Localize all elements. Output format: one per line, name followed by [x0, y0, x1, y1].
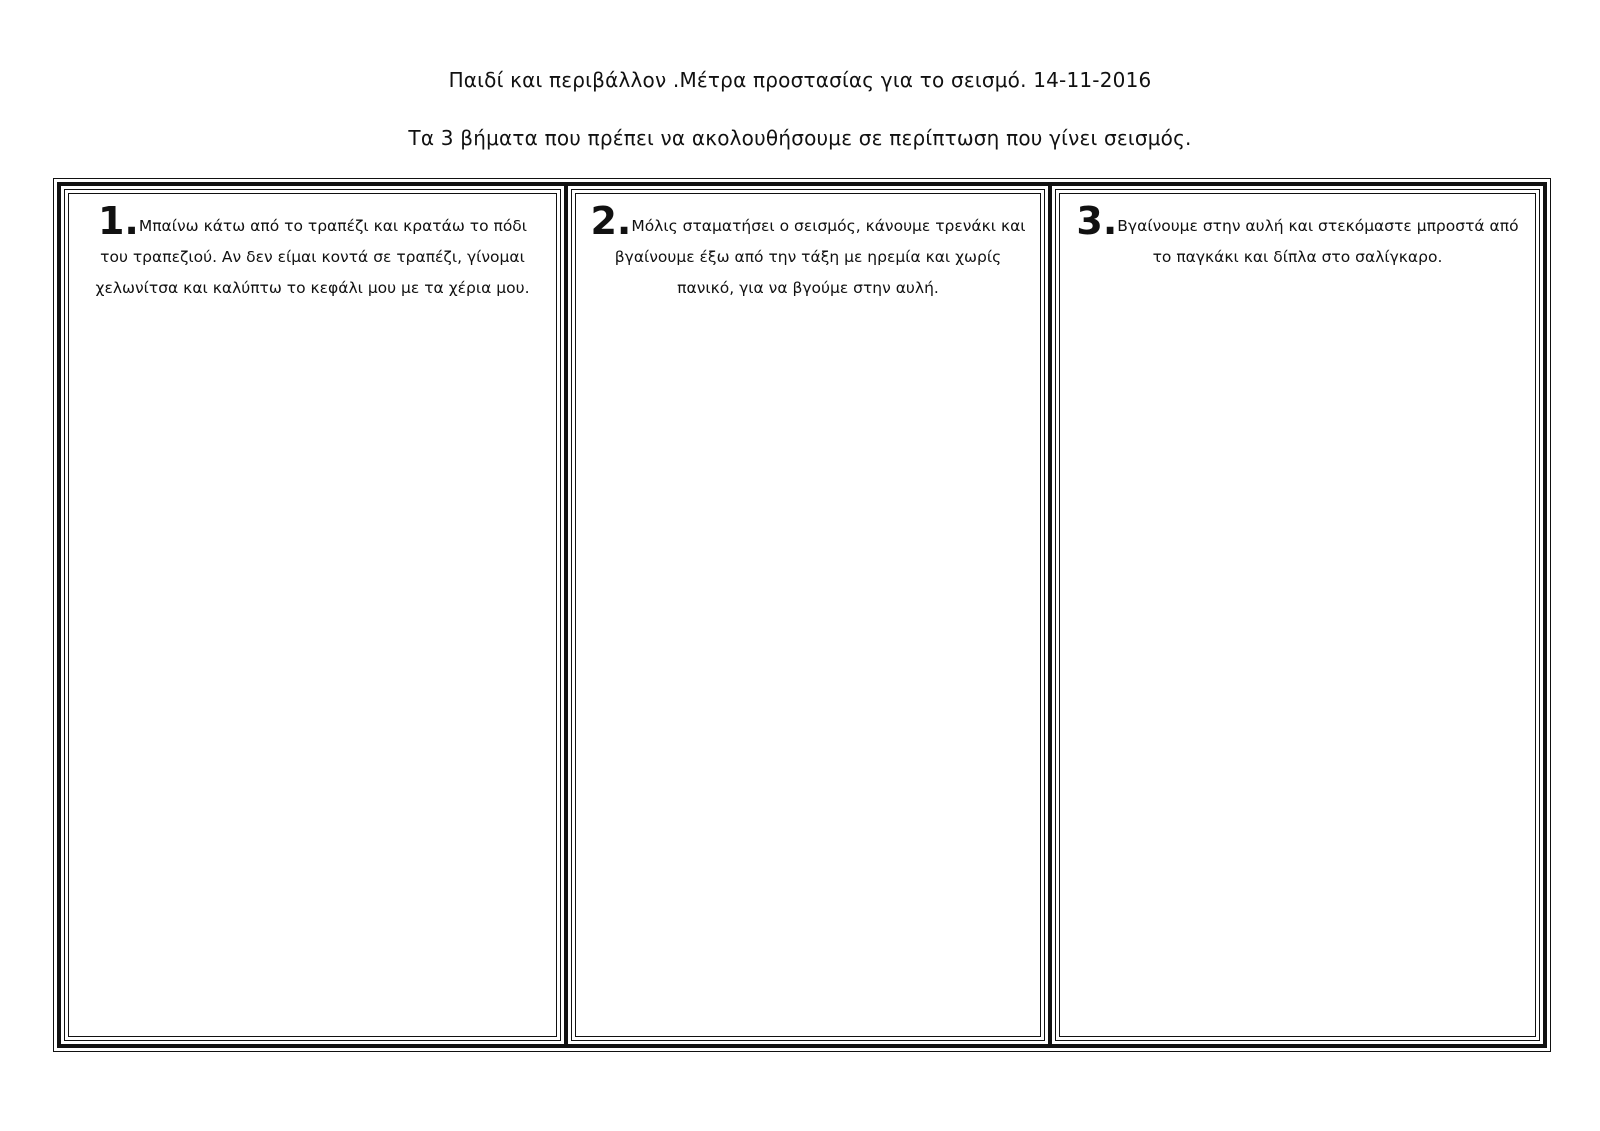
- step-2-text: Μόλις σταματήσει ο σεισμός, κάνουμε τρενάκι και βγαίνουμε έξω από την τάξη με ηρεμία και χωρίς πανικό, για να βγούμε στην αυλή.: [614, 217, 1026, 297]
- step-cell-1: [61, 186, 564, 1044]
- step-1-text: Μπαίνω κάτω από το τραπέζι και κρατάω το πόδι του τραπεζιού. Αν δεν είμαι κοντά σε τραπέζι, γίνομαι χελωνίτσα και καλύπτω το κεφάλι μου με τα χέρια μου.: [95, 217, 530, 297]
- step-cell-2: [568, 186, 1048, 1044]
- step-3-number: 3.: [1076, 199, 1118, 243]
- step-2-content: [590, 199, 1026, 304]
- page-subtitle: Τα 3 βήματα που πρέπει να ακολουθήσουμε σε περίπτωση που γίνει σεισμός.: [408, 126, 1192, 150]
- steps-table: [53, 178, 1551, 1052]
- step-cell-3: [1052, 186, 1543, 1044]
- step-1-content: [83, 199, 542, 304]
- steps-table-frame: [57, 182, 1547, 1048]
- step-1-number: 1.: [97, 199, 139, 243]
- step-2-number: 2.: [590, 199, 632, 243]
- step-3-text: Βγαίνουμε στην αυλή και στεκόμαστε μπροστά από το παγκάκι και δίπλα στο σαλίγκαρο.: [1117, 217, 1519, 266]
- step-3-content: [1074, 199, 1521, 273]
- step-cell-1-border: [68, 193, 557, 1037]
- step-cell-2-border: [575, 193, 1041, 1037]
- step-cell-3-border: [1059, 193, 1536, 1037]
- page-title: Παιδί και περιβάλλον .Μέτρα προστασίας για το σεισμό. 14-11-2016: [448, 68, 1152, 92]
